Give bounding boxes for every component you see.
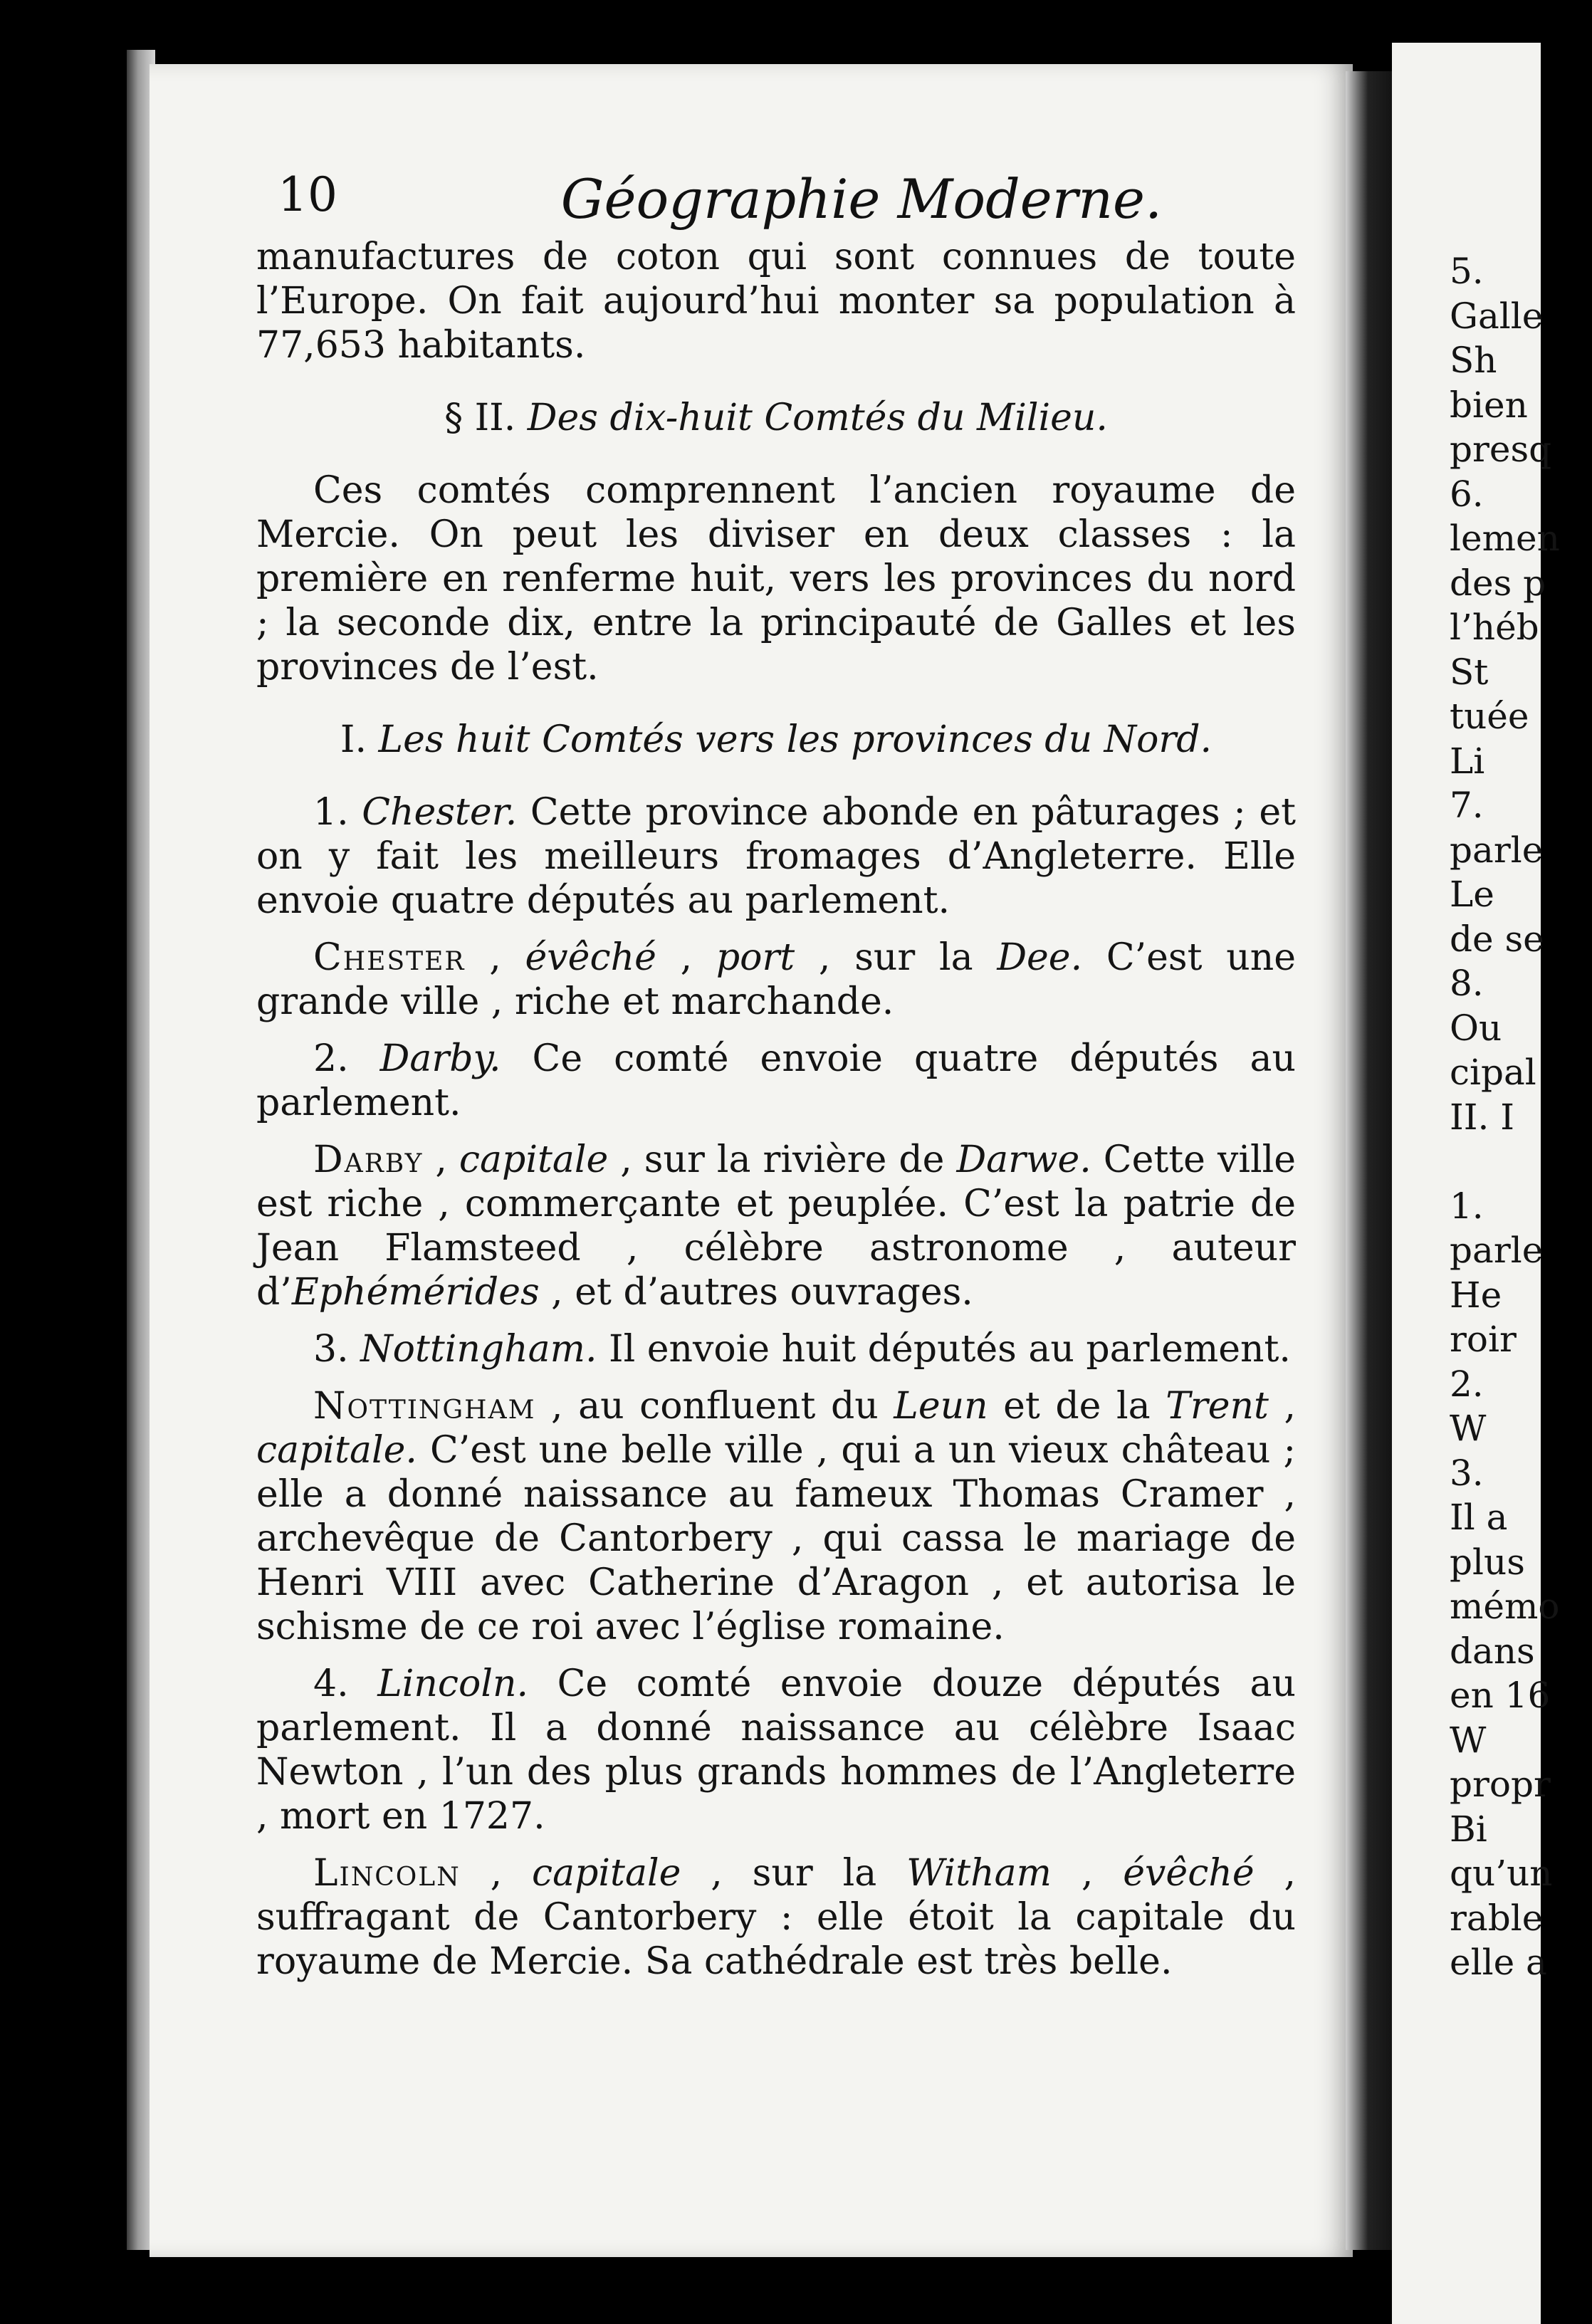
next-page-line: mémo [1450, 1586, 1560, 1627]
next-page-line: cipal [1450, 1052, 1536, 1093]
text-fragment: , au confluent du [535, 1385, 894, 1428]
text-fragment: Cette ville est riche , commerçante et peuplée. C’est la patrie de Jean Flamsteed , célèbre astronome , auteur d’ [256, 1139, 1296, 1314]
city-lincoln [256, 1851, 1296, 1984]
italic-term: évêché [525, 936, 656, 979]
river-name: Witham [906, 1852, 1052, 1895]
page-number: 10 [278, 167, 337, 222]
next-page-line: dans [1450, 1630, 1535, 1672]
next-page-line: qu’un [1450, 1853, 1553, 1894]
river-name: Leun [894, 1385, 988, 1428]
text-fragment: , [656, 936, 716, 979]
text-fragment: , sur la rivière de [608, 1139, 957, 1181]
county-name: Lincoln. [377, 1663, 528, 1705]
section-heading [256, 396, 1296, 440]
next-page-line: 1. [1450, 1185, 1484, 1227]
book-gutter [1346, 71, 1395, 2250]
next-page-line: 8. [1450, 963, 1484, 1004]
next-page-line: II. I [1450, 1096, 1515, 1138]
next-page-line: Galle [1450, 295, 1544, 337]
italic-term: capitale [459, 1139, 609, 1181]
next-page-line: 3. [1450, 1452, 1484, 1494]
entry-text: Ce comté envoie douze députés au parlement. Il a donné naissance au célèbre Isaac Newton , l’un des plus grands hommes de l’Angleterre , mort en 1727. [256, 1663, 1297, 1838]
next-page-line: roir [1450, 1319, 1517, 1360]
next-page-line: He [1450, 1274, 1502, 1316]
next-page-line: rable [1450, 1897, 1544, 1939]
text-fragment: , sur la [795, 936, 997, 979]
section-number: § II. [444, 397, 516, 439]
text-fragment: , [423, 1139, 459, 1181]
county-name: Chester. [362, 791, 518, 834]
entry-number: 2. [313, 1037, 349, 1080]
subheading-number: I. [340, 718, 367, 761]
river-name: Dee. [997, 936, 1083, 979]
city-nottingham [256, 1384, 1296, 1649]
next-page-line: propr [1450, 1764, 1551, 1805]
next-page-line: Bi [1450, 1808, 1487, 1850]
next-page-line: tuée [1450, 696, 1529, 737]
entry-number: 4. [313, 1663, 349, 1705]
next-page-line: W [1450, 1719, 1487, 1761]
section-title: Des dix-huit Comtés du Milieu. [527, 397, 1108, 439]
next-page-line: 7. [1450, 785, 1484, 826]
running-title: Géographie Moderne. [560, 167, 1163, 231]
entry-text: Il envoie huit députés au parlement. [597, 1328, 1291, 1371]
paragraph-intro: manufactures de coton qui sont connues de toute l’Europe. On fait aujourd’hui monter sa population à 77,653 habitants. [256, 236, 1296, 367]
next-page-line: de se [1450, 918, 1544, 960]
entry-nottingham [256, 1327, 1296, 1371]
city-name: Chester [313, 936, 466, 979]
next-page-line [1450, 1139, 1592, 1184]
text-fragment: , [460, 1852, 533, 1895]
subheading-title: Les huit Comtés vers les provinces du Nord. [378, 718, 1213, 761]
entry-text: Ce comté envoie quatre députés au parlement. [256, 1037, 1296, 1124]
italic-term: capitale [532, 1852, 681, 1895]
next-page-line: St [1450, 651, 1489, 693]
text-fragment: C’est une belle ville , qui a un vieux château ; elle a donné naissance au fameux Thomas Cramer , archevêque de Cantorbery , qui cassa le mariage de Henri VIII avec Catherine d’Aragon , et autorisa le schisme de ce roi avec l’église romaine. [256, 1429, 1296, 1648]
next-page-line: des p [1450, 562, 1546, 604]
next-page-line: Li [1450, 740, 1485, 782]
next-page-fragments [1450, 249, 1592, 1985]
city-name: Lincoln [313, 1852, 461, 1895]
river-name: Darwe. [956, 1139, 1091, 1181]
next-page-line: en 16 [1450, 1675, 1551, 1716]
next-page-line: presq [1450, 429, 1552, 470]
next-page-line: lemen [1450, 518, 1560, 559]
next-page-line: parle [1450, 829, 1544, 871]
next-page-line: parle [1450, 1230, 1544, 1271]
entry-number: 1. [313, 791, 349, 834]
text-fragment: , [465, 936, 525, 979]
entry-number: 3. [313, 1328, 349, 1371]
text-fragment: , suffragant de Cantorbery : elle étoit la capitale du royaume de Mercie. Sa cathédrale est très belle. [256, 1852, 1297, 1983]
city-chester [256, 936, 1296, 1024]
city-name: Nottingham [313, 1385, 536, 1428]
next-page-line: l’héb [1450, 607, 1539, 648]
text-fragment: , [1051, 1852, 1124, 1895]
italic-term: évêché [1123, 1852, 1255, 1895]
next-page-line: Le [1450, 874, 1494, 915]
paragraph-counties: Ces comtés comprennent l’ancien royaume de Mercie. On peut les diviser en deux classes : la première en renferme huit, vers les provinces du nord ; la seconde dix, entre la principauté de Galles et les provinces de l’est. [256, 469, 1296, 689]
next-page-line: Sh [1450, 340, 1497, 381]
county-name: Darby. [379, 1037, 501, 1080]
next-page-line: 6. [1450, 473, 1484, 515]
next-page-line: elle a [1450, 1942, 1547, 1983]
entry-text: Cette province abonde en pâturages ; et on y fait les meilleurs fromages d’Angleterre. Elle envoie quatre députés au parlement. [256, 791, 1297, 922]
next-page-line: 2. [1450, 1363, 1484, 1405]
italic-term: Ephémérides [291, 1271, 540, 1314]
text-fragment: , et d’autres ouvrages. [539, 1271, 973, 1314]
next-page-line: 5. [1450, 251, 1484, 292]
italic-term: capitale. [256, 1429, 417, 1472]
next-page-line: plus [1450, 1541, 1525, 1583]
city-name: Darby [313, 1139, 424, 1181]
river-name: Trent [1166, 1385, 1269, 1428]
next-page-line: W [1450, 1408, 1487, 1449]
entry-chester [256, 790, 1296, 923]
text-fragment: , [1268, 1385, 1296, 1428]
page-body [256, 235, 1296, 1996]
entry-darby [256, 1037, 1296, 1125]
next-page-line: Il a [1450, 1497, 1508, 1538]
text-fragment: et de la [988, 1385, 1166, 1428]
next-page-line: Ou [1450, 1007, 1502, 1049]
county-name: Nottingham. [360, 1328, 597, 1371]
text-fragment: C’est une grande ville , riche et marchande. [256, 936, 1296, 1023]
subheading [256, 718, 1296, 762]
city-darby [256, 1138, 1296, 1314]
entry-lincoln [256, 1662, 1296, 1838]
text-fragment: , sur la [681, 1852, 907, 1895]
next-page-line: bien [1450, 384, 1528, 426]
italic-term: port [716, 936, 795, 979]
page-header [278, 167, 1303, 246]
